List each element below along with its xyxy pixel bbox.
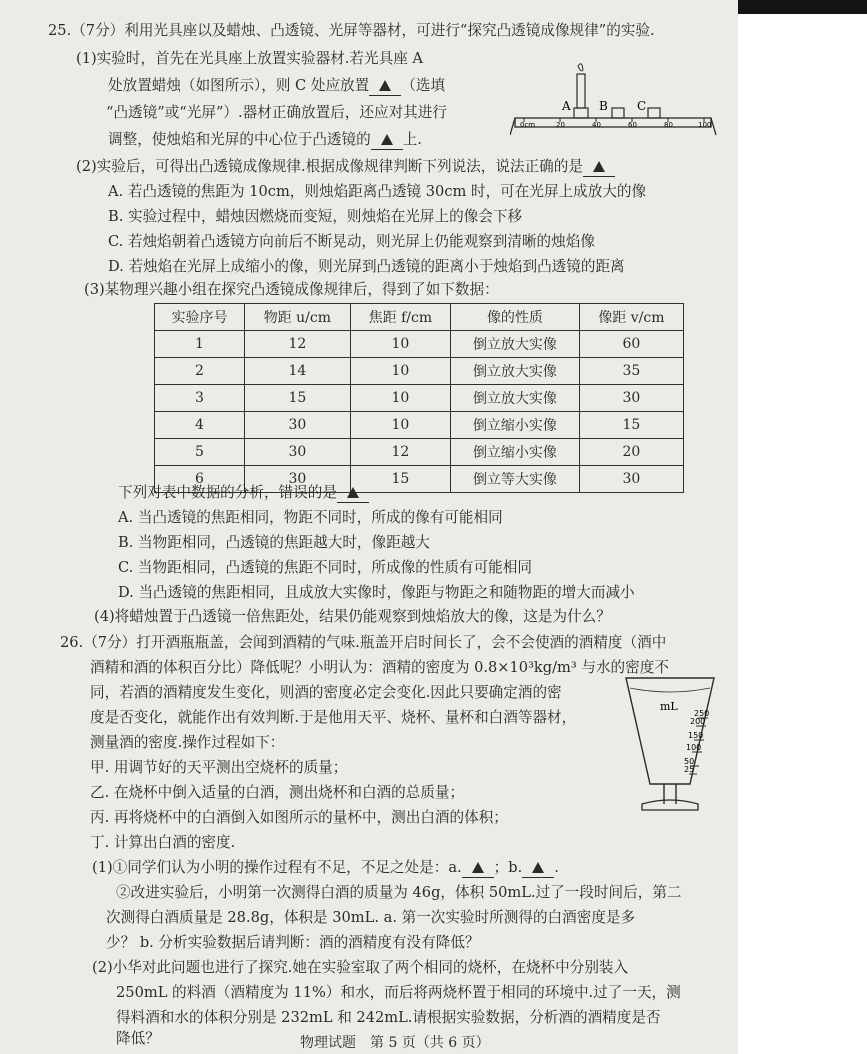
q25-stem: 25.（7分）利用光具座以及蜡烛、凸透镜、光屏等器材，可进行“探究凸透镜成像规律”的实验. <box>48 22 655 39</box>
table-cell: 15 <box>245 385 351 412</box>
table-cell: 14 <box>245 358 351 385</box>
page-footer: 物理试题 第 5 页（共 6 页） <box>300 1035 490 1051</box>
tick-label: 80 <box>664 121 673 129</box>
cup-mark: 100 <box>686 743 702 752</box>
table-cell: 倒立放大实像 <box>451 358 580 385</box>
table-header: 像距 v/cm <box>579 304 683 331</box>
q26-p2-line2: 250mL 的料酒（酒精度为 11%）和水，而后将两烧杯置于相同的环境中.过了一天，测 <box>116 984 681 1001</box>
label-a: A <box>562 99 571 113</box>
q25-p1-line4: 调整，使烛焰和光屏的中心位于凸透镜的 上. <box>108 131 422 148</box>
q25-p2-option: D. 若烛焰在光屏上成缩小的像，则光屏到凸透镜的距离小于烛焰到凸透镜的距离 <box>108 258 625 275</box>
flame-icon <box>578 64 583 71</box>
q26-p2-line3: 得料酒和水的体积分别是 232mL 和 242mL.请根据实验数据，分析酒的酒精度是否 <box>116 1009 661 1026</box>
triangle-icon <box>532 862 544 873</box>
tick-label: 40 <box>592 121 601 129</box>
table-cell: 10 <box>350 358 450 385</box>
cup-mark: 150 <box>688 731 704 740</box>
q26-p1b-line3: 少？ b. 分析实验数据后请判断：酒的酒精度有没有降低？ <box>106 934 480 951</box>
table-cell: 30 <box>579 466 683 493</box>
table-header: 物距 u/cm <box>245 304 351 331</box>
q25-p2-option: B. 实验过程中，蜡烛因燃烧而变短，则烛焰在光屏上的像会下移 <box>108 208 523 225</box>
label-c: C <box>637 99 647 113</box>
holder-b <box>612 108 624 118</box>
answer-blank-b[interactable] <box>522 859 554 878</box>
q26-line4: 度是否变化，就能作出有效判断.于是他用天平、烧杯、量杯和白酒等器材， <box>90 709 577 726</box>
table-row <box>155 385 684 412</box>
table-header-row <box>155 304 684 331</box>
q26-line5: 测量酒的密度.操作过程如下： <box>90 734 285 751</box>
q26-line3: 同，若酒的酒精度发生变化，则酒的密度必定会变化.因此只要确定酒的密 <box>90 684 562 701</box>
cup-mark: 25 <box>684 765 695 774</box>
table-cell: 15 <box>350 466 450 493</box>
answer-blank[interactable] <box>369 77 401 96</box>
q25-p3-option: C. 当物距相同，凸透镜的焦距不同时，所成像的性质有可能相同 <box>118 559 532 576</box>
q26-step: 丁. 计算出白酒的密度. <box>90 834 236 851</box>
answer-blank-a[interactable] <box>462 859 494 878</box>
table-cell: 10 <box>350 331 450 358</box>
q26-line2: 酒精和酒的体积百分比）降低呢？小明认为：酒精的密度为 0.8×10³kg/m³ 与水的密度不 <box>90 659 669 676</box>
table-cell: 10 <box>350 385 450 412</box>
table-cell: 倒立缩小实像 <box>451 412 580 439</box>
table-cell: 倒立等大实像 <box>451 466 580 493</box>
table-cell: 3 <box>155 385 245 412</box>
answer-blank[interactable] <box>337 484 369 503</box>
table-row <box>155 412 684 439</box>
table-row <box>155 358 684 385</box>
q25-p2-option: C. 若烛焰朝着凸透镜方向前后不断晃动，则光屏上仍能观察到清晰的烛焰像 <box>108 233 595 250</box>
triangle-icon <box>379 80 391 91</box>
dark-corner <box>738 0 867 14</box>
cup-rim-curve <box>630 688 710 692</box>
table-cell: 5 <box>155 439 245 466</box>
tick-label: 100 <box>698 121 712 129</box>
table-cell: 倒立缩小实像 <box>451 439 580 466</box>
optical-bench-figure <box>510 60 720 140</box>
q25-p3-question: 下列对表中数据的分析，错误的是 <box>118 484 369 503</box>
table-cell: 10 <box>350 412 450 439</box>
triangle-icon <box>593 161 605 172</box>
cup-mark: 50 <box>684 757 695 766</box>
tick-label: 60 <box>628 121 637 129</box>
q26-p1b-line1: ②改进实验后，小明第一次测得白酒的质量为 46g，体积 50mL.过了一段时间后，第二 <box>116 884 682 901</box>
q26-step: 丙. 再将烧杯中的白酒倒入如图所示的量杯中，测出白酒的体积； <box>90 809 508 826</box>
table-cell: 15 <box>579 412 683 439</box>
holder-a <box>574 108 588 118</box>
q26-p1a: (1)①同学们认为小明的操作过程有不足，不足之处是：a. ；b. . <box>92 859 559 876</box>
table-cell: 30 <box>245 412 351 439</box>
table-cell: 1 <box>155 331 245 358</box>
q25-p1-line3: “凸透镜”或“光屏”）.器材正确放置后，还应对其进行 <box>106 104 447 121</box>
table-cell: 2 <box>155 358 245 385</box>
table-cell: 30 <box>579 385 683 412</box>
bench-leg-left <box>510 118 515 135</box>
table-cell: 6 <box>155 466 245 493</box>
table-cell: 30 <box>245 439 351 466</box>
q25-p2-option: A. 若凸透镜的焦距为 10cm，则烛焰距离凸透镜 30cm 时，可在光屏上成放大的像 <box>108 183 647 200</box>
cup-unit: mL <box>660 700 678 713</box>
q25-p3: (3)某物理兴趣小组在探究凸透镜成像规律后，得到了如下数据： <box>84 281 499 298</box>
q26-line1: 26.（7分）打开酒瓶瓶盖，会闻到酒精的气味.瓶盖开启时间长了，会不会使酒的酒精度（酒中 <box>60 634 667 651</box>
q26-p2-line1: (2)小华对此问题也进行了探究.她在实验室取了两个相同的烧杯，在烧杯中分别装入 <box>92 959 629 976</box>
q25-p4: (4)将蜡烛置于凸透镜一倍焦距处，结果仍能观察到烛焰放大的像，这是为什么？ <box>94 608 611 625</box>
table-header: 焦距 f/cm <box>350 304 450 331</box>
q26-p2-line4: 降低？ <box>116 1030 160 1047</box>
data-table <box>154 303 684 493</box>
q25-p3-option: D. 当凸透镜的焦距相同，且成放大实像时，像距与物距之和随物距的增大而减小 <box>118 584 635 601</box>
tick-label: 20 <box>556 121 565 129</box>
q25-p2: (2)实验后，可得出凸透镜成像规律.根据成像规律判断下列说法，说法正确的是 <box>76 158 615 177</box>
cup-base <box>642 800 698 810</box>
q25-p1-line1: (1)实验时，首先在光具座上放置实验器材.若光具座 A <box>76 50 423 67</box>
table-cell: 倒立放大实像 <box>451 385 580 412</box>
triangle-icon <box>347 487 359 498</box>
table-row <box>155 331 684 358</box>
tick-label: 0cm <box>520 121 536 129</box>
measuring-cup-figure <box>620 668 720 816</box>
answer-blank[interactable] <box>371 131 403 150</box>
bench-rail <box>515 118 711 127</box>
table-cell: 20 <box>579 439 683 466</box>
triangle-icon <box>472 862 484 873</box>
table-cell: 35 <box>579 358 683 385</box>
triangle-icon <box>381 134 393 145</box>
answer-blank[interactable] <box>583 158 615 177</box>
q26-p1b-line2: 次测得白酒质量是 28.8g，体积是 30mL. a. 第一次实验时所测得的白酒密度是多 <box>106 909 636 926</box>
bench-leg-right <box>711 118 716 135</box>
cup-mark: 200 <box>690 717 706 726</box>
q26-step: 甲. 用调节好的天平测出空烧杯的质量； <box>90 759 348 776</box>
table-cell: 30 <box>245 466 351 493</box>
candle <box>577 74 585 108</box>
q25-p3-option: A. 当凸透镜的焦距相同，物距不同时，所成的像有可能相同 <box>118 509 503 526</box>
table-header: 像的性质 <box>451 304 580 331</box>
table-row <box>155 439 684 466</box>
q26-step: 乙. 在烧杯中倒入适量的白酒，测出烧杯和白酒的总质量； <box>90 784 465 801</box>
holder-c <box>648 108 660 118</box>
q25-p3-option: B. 当物距相同，凸透镜的焦距越大时，像距越大 <box>118 534 430 551</box>
q25-p1-line2: 处放置蜡烛（如图所示），则 C 处应放置 （选填 <box>108 77 446 94</box>
label-b: B <box>599 99 608 113</box>
table-cell: 倒立放大实像 <box>451 331 580 358</box>
table-cell: 12 <box>350 439 450 466</box>
table-header: 实验序号 <box>155 304 245 331</box>
table-cell: 60 <box>579 331 683 358</box>
table-cell: 4 <box>155 412 245 439</box>
table-cell: 12 <box>245 331 351 358</box>
cup-mark: 250 <box>694 709 710 718</box>
